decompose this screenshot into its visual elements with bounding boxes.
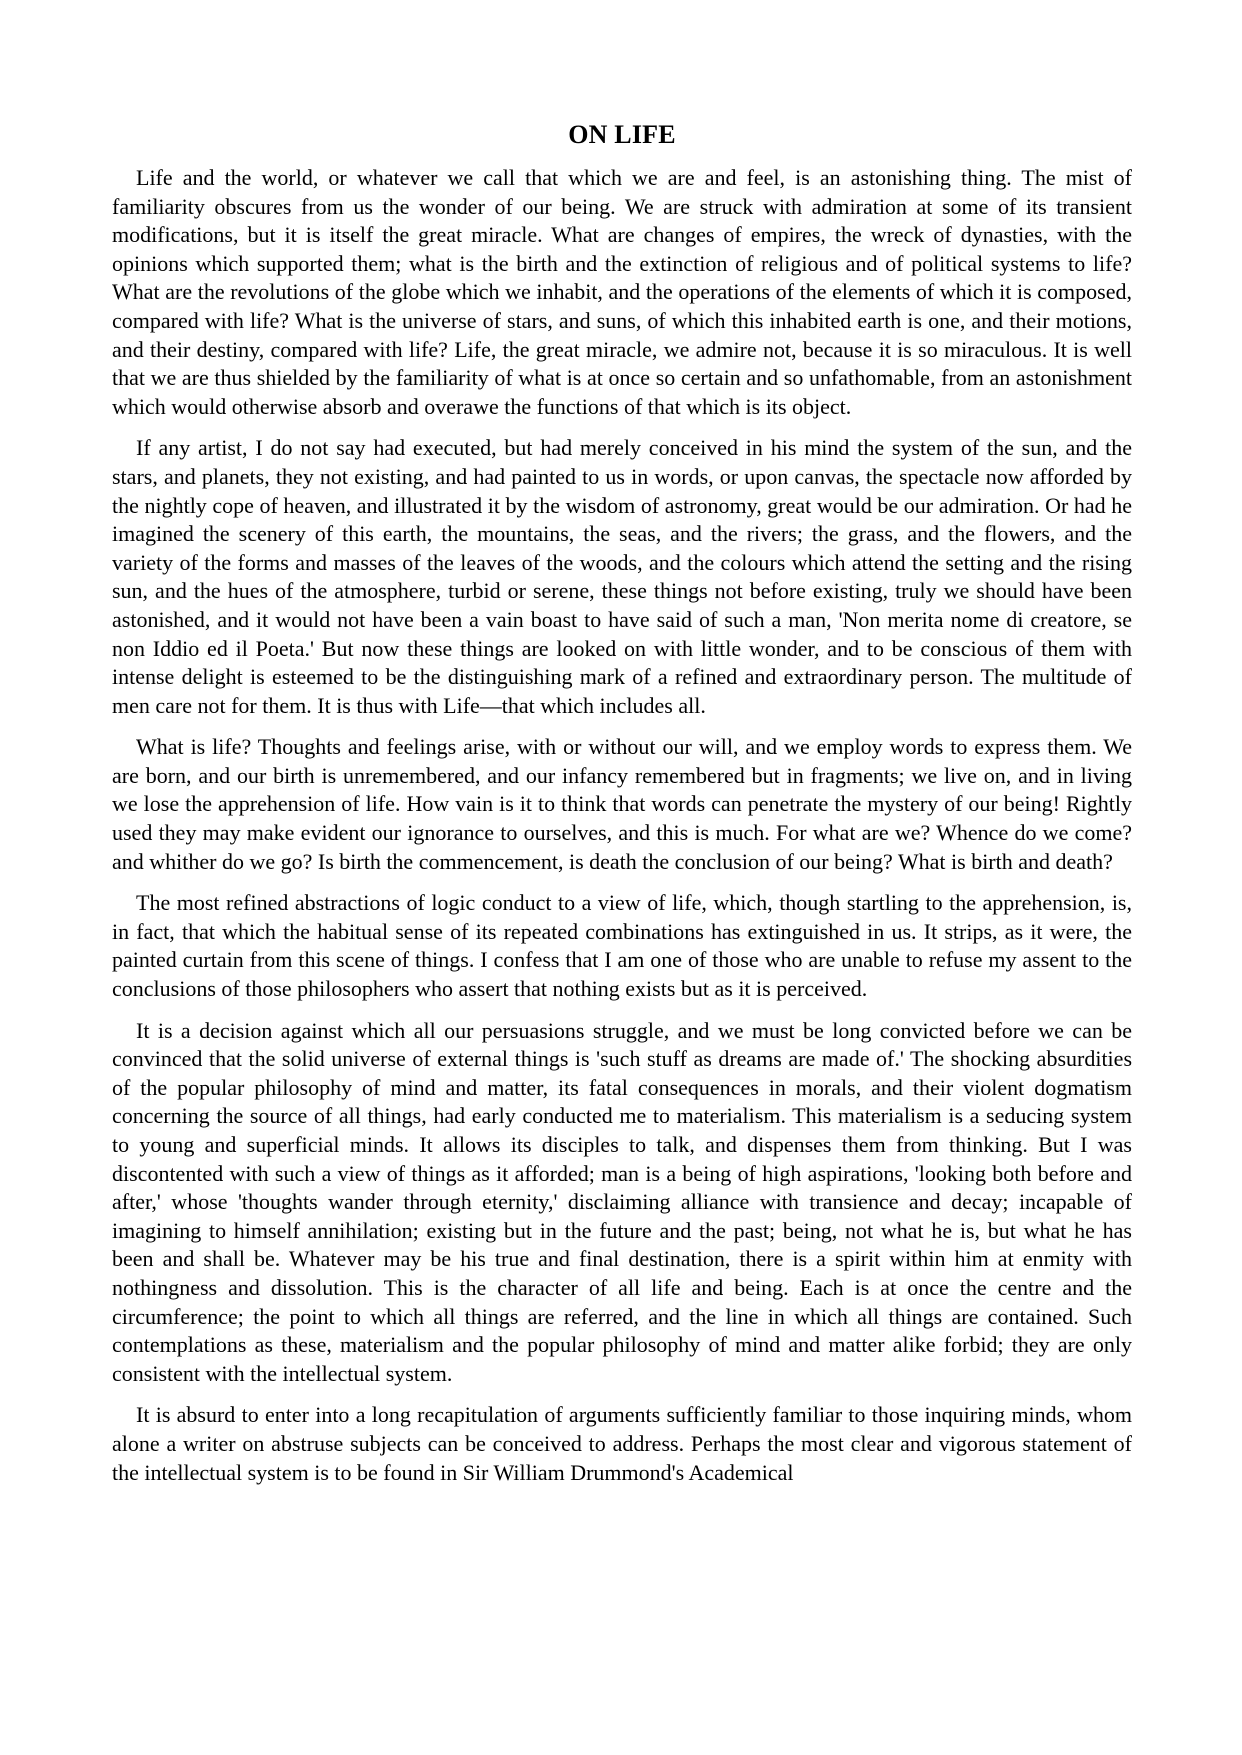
paragraph: The most refined abstractions of logic conduct to a view of life, which, though startling to the apprehension, is, in fact, that which the habitual sense of its repeated combinations has extinguished in us. It strips, as it were, the painted curtain from this scene of things. I confess that I am one of those who are unable to refuse my assent to the conclusions of those philosophers who assert that nothing exists but as it is perceived. [112, 890, 1132, 1002]
paragraph: Life and the world, or whatever we call that which we are and feel, is an astonishing thing. The mist of familiarity obscures from us the wonder of our being. We are struck with admiration at some of its transient modifications, but it is itself the great miracle. What are changes of empires, the wreck of dynasties, with the opinions which supported them; what is the birth and the extinction of religious and of political systems to life? What are the revolutions of the globe which we inhabit, and the operations of the elements of which it is composed, compared with life? What is the universe of stars, and suns, of which this inhabited earth is one, and their motions, and their destiny, compared with life? Life, the great miracle, we admire not, because it is so miraculous. It is well that we are thus shielded by the familiarity of what is at once so certain and so unfathomable, from an astonishment which would otherwise absorb and overawe the functions of that which is its object. [112, 165, 1132, 419]
paragraph: What is life? Thoughts and feelings arise, with or without our will, and we employ words to express them. We are born, and our birth is unremembered, and our infancy remembered but in fragments; we live on, and in living we lose the apprehension of life. How vain is it to think that words can penetrate the mystery of our being! Rightly used they may make evident our ignorance to ourselves, and this is much. For what are we? Whence do we come? and whither do we go? Is birth the commencement, is death the conclusion of our being? What is birth and death? [112, 734, 1132, 874]
paragraph: It is absurd to enter into a long recapitulation of arguments sufficiently familiar to those inquiring minds, whom alone a writer on abstruse subjects can be conceived to address. Perhaps the most clear and vigorous statement of the intellectual system is to be found in Sir William Drummond's Academical [112, 1402, 1132, 1485]
paragraph: It is a decision against which all our persuasions struggle, and we must be long convicted before we can be convinced that the solid universe of external things is 'such stuff as dreams are made of.' The shocking absurdities of the popular philosophy of mind and matter, its fatal consequences in morals, and their violent dogmatism concerning the source of all things, had early conducted me to materialism. This materialism is a seducing system to young and superficial minds. It allows its disciples to talk, and dispenses them from thinking. But I was discontented with such a view of things as it afforded; man is a being of high aspirations, 'looking both before and after,' whose 'thoughts wander through eternity,' disclaiming alliance with transience and decay; incapable of imagining to himself annihilation; existing but in the future and the past; being, not what he is, but what he has been and shall be. Whatever may be his true and final destination, there is a spirit within him at enmity with nothingness and dissolution. This is the character of all life and being. Each is at once the centre and the circumference; the point to which all things are referred, and the line in which all things are contained. Such contemplations as these, materialism and the popular philosophy of mind and matter alike forbid; they are only consistent with the intellectual system. [112, 1017, 1132, 1386]
document-title: ON LIFE [568, 120, 676, 149]
document-body [112, 118, 1132, 1500]
paragraph: If any artist, I do not say had executed, but had merely conceived in his mind the system of the sun, and the stars, and planets, they not existing, and had painted to us in words, or upon canvas, the spectacle now afforded by the nightly cope of heaven, and illustrated it by the wisdom of astronomy, great would be our admiration. Or had he imagined the scenery of this earth, the mountains, the seas, and the rivers; the grass, and the flowers, and the variety of the forms and masses of the leaves of the woods, and the colours which attend the setting and the rising sun, and the hues of the atmosphere, turbid or serene, these things not before existing, truly we should have been astonished, and it would not have been a vain boast to have said of such a man, 'Non merita nome di creatore, se non Iddio ed il Poeta.' But now these things are looked on with little wonder, and to be conscious of them with intense delight is esteemed to be the distinguishing mark of a refined and extraordinary person. The multitude of men care not for them. It is thus with Life—that which includes all. [112, 435, 1132, 718]
